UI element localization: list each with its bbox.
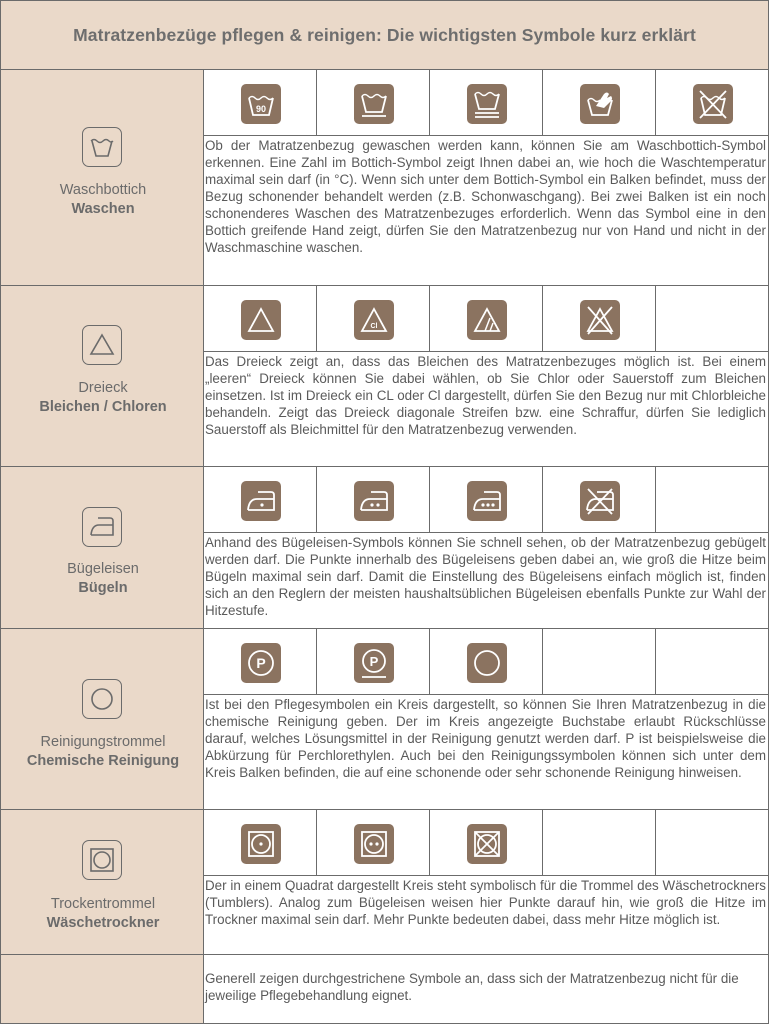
footer-label-cell bbox=[0, 955, 204, 1024]
iron-2-dots-icon bbox=[354, 481, 394, 521]
symbol-cell bbox=[204, 286, 317, 352]
section-verb: Bügeln bbox=[78, 580, 128, 596]
no-tumble-icon bbox=[467, 824, 507, 864]
wash-90-icon bbox=[241, 84, 281, 124]
section-name: Waschbottich bbox=[59, 182, 147, 198]
wash-very-gentle-icon bbox=[467, 84, 507, 124]
symbol-cell-empty bbox=[656, 467, 768, 533]
section-content bbox=[204, 810, 769, 955]
tumble-2-dots-icon bbox=[354, 824, 394, 864]
section-verb: Wäschetrockner bbox=[46, 915, 160, 931]
symbol-cell-empty bbox=[543, 629, 656, 695]
section-name: Trockentrommel bbox=[50, 896, 156, 912]
section-content bbox=[204, 629, 769, 810]
hand-wash-icon bbox=[580, 84, 620, 124]
symbol-cell bbox=[543, 286, 656, 352]
symbol-cell-empty bbox=[656, 286, 768, 352]
triangle-icon bbox=[82, 325, 122, 365]
section-name: Reinigungstrommel bbox=[40, 734, 166, 750]
footer-text: Generell zeigen durchgestrichene Symbole an, dass sich der Matratzenbezug nicht für die jeweilige Pflegebehandlung eignet. bbox=[205, 971, 739, 1003]
section-waeschetrockner bbox=[0, 810, 769, 955]
section-verb: Bleichen / Chloren bbox=[39, 399, 167, 415]
symbol-cell-empty bbox=[656, 810, 768, 876]
section-label-cell bbox=[0, 629, 204, 810]
table-header bbox=[0, 0, 769, 70]
symbol-cell bbox=[656, 70, 768, 136]
chlorine-label: Cl bbox=[370, 323, 378, 330]
bleach-chlorine-icon bbox=[354, 300, 394, 340]
section-buegeln bbox=[0, 467, 769, 629]
dryclean-p-gentle-icon bbox=[354, 643, 394, 683]
symbol-cell bbox=[430, 467, 543, 533]
section-description: Ob der Matratzenbezug gewaschen werden kann, können Sie am Waschbottich-Symbol erkennen. Eine Zahl im Bottich-Symbol zeigt Ihnen dabei an, wie hoch die Waschtemperatur maximal sein darf (in °C). Wenn sich unter dem Bottich-Symbol ein Balken befindet, muss der Bezug schonender behandelt werden (z.B. Schonwaschgang). Bei zwei Balken ist ein noch schonenderes Waschen des Matratzenbezuges erforderlich. Wenn das Symbol eine in den Bottich greifende Hand zeigt, dürfen Sie den Matratzenbezug nur von Hand und nicht in der Waschmaschine waschen. bbox=[205, 138, 766, 255]
section-description: Anhand des Bügeleisen-Symbols können Sie schnell sehen, ob der Matratzenbezug gebügelt werden darf. Die Punkte innerhalb des Bügeleisens geben dabei an, wie groß die Hitze beim Bügeln maximal sein darf. Damit die Einstellung des Bügeleisens einfach möglich ist, finden sich an den Reglern der meisten haushaltsüblichen Bügeleisen ebenfalls Punkte zur Wahl der Hitzestufe. bbox=[205, 535, 766, 618]
section-label-cell bbox=[0, 70, 204, 286]
symbol-cell bbox=[204, 810, 317, 876]
iron-1-dot-icon bbox=[241, 481, 281, 521]
dryer-icon bbox=[82, 840, 122, 880]
no-iron-icon bbox=[580, 481, 620, 521]
wash-gentle-icon bbox=[354, 84, 394, 124]
symbol-cell bbox=[430, 286, 543, 352]
symbol-cell bbox=[543, 467, 656, 533]
section-waschen bbox=[0, 70, 769, 286]
section-name: Bügeleisen bbox=[67, 561, 139, 577]
section-content bbox=[204, 467, 769, 629]
symbol-cell bbox=[317, 629, 430, 695]
symbol-cell bbox=[317, 286, 430, 352]
section-description: Das Dreieck zeigt an, dass das Bleichen des Matratzenbezuges möglich ist. Bei einem „leeren“ Dreieck können Sie dabei wählen, ob Sie Chlor oder Sauerstoff zum Bleichen einsetzen. Ist im Dreieck ein CL oder Cl dargestellt, dürfen Sie den Bezug nur mit Chlorbleiche behandeln. Zeigt das Dreieck diagonale Streifen bzw. eine Schraffur, dürfen Sie lediglich Sauerstoff als Bleichmittel für den Matratzenbezug verwenden. bbox=[205, 354, 766, 437]
section-description: Ist bei den Pflegesymbolen ein Kreis dargestellt, so können Sie Ihren Matratzenbezug in die chemische Reinigung geben. Der im Kreis angezeigte Buchstabe erlaubt Rückschlüsse darauf, welches Lösungsmittel in der Reinigung genutzt werden darf. P ist beispielsweise die Abkürzung für Perchlorethylen. Auch bei den Reinigungssymbolen können sich unter dem Kreis Balken befinden, die auf eine schonende oder sehr schonende Reinigung hinweisen. bbox=[205, 697, 766, 780]
section-content bbox=[204, 70, 769, 286]
solvent-label: P bbox=[256, 655, 266, 671]
circle-icon bbox=[82, 679, 122, 719]
washtub-icon bbox=[82, 127, 122, 167]
dryclean-p-icon bbox=[241, 643, 281, 683]
bleach-any-icon bbox=[241, 300, 281, 340]
no-wash-icon bbox=[693, 84, 733, 124]
symbol-cell-empty bbox=[543, 810, 656, 876]
symbol-cell bbox=[317, 810, 430, 876]
section-label-cell bbox=[0, 810, 204, 955]
symbol-cell bbox=[204, 629, 317, 695]
iron-3-dots-icon bbox=[467, 481, 507, 521]
symbol-cell bbox=[430, 629, 543, 695]
section-description: Der in einem Quadrat dargestellt Kreis steht symbolisch für die Trommel des Wäschetrockners (Tumblers). Analog zum Bügeleisen weisen hier Punkte darauf hin, wie groß die Hitze im Trockner maximal sein darf. Mehr Punkte bedeuten dabei, dass mehr Hitze möglich ist. bbox=[205, 878, 766, 927]
symbol-cell bbox=[430, 70, 543, 136]
section-label-cell bbox=[0, 467, 204, 629]
section-verb: Chemische Reinigung bbox=[26, 753, 180, 769]
footer-content bbox=[204, 955, 769, 1024]
solvent-label: P bbox=[369, 654, 379, 669]
bleach-oxygen-icon bbox=[467, 300, 507, 340]
no-bleach-icon bbox=[580, 300, 620, 340]
dryclean-any-icon bbox=[467, 643, 507, 683]
symbol-cell bbox=[317, 467, 430, 533]
symbol-cell bbox=[204, 467, 317, 533]
section-content bbox=[204, 286, 769, 467]
page-title: Matratzenbezüge pflegen & reinigen: Die wichtigsten Symbole kurz erklärt bbox=[73, 24, 696, 45]
section-footer bbox=[0, 955, 769, 1024]
wash-temp-label: 90 bbox=[255, 104, 267, 114]
section-verb: Waschen bbox=[71, 201, 135, 217]
symbol-cell bbox=[204, 70, 317, 136]
tumble-1-dot-icon bbox=[241, 824, 281, 864]
symbol-cell bbox=[317, 70, 430, 136]
section-label-cell bbox=[0, 286, 204, 467]
section-bleichen bbox=[0, 286, 769, 467]
section-name: Dreieck bbox=[78, 380, 128, 396]
symbol-cell-empty bbox=[656, 629, 768, 695]
section-chemische-reinigung bbox=[0, 629, 769, 810]
symbol-cell bbox=[543, 70, 656, 136]
symbol-cell bbox=[430, 810, 543, 876]
iron-icon bbox=[82, 507, 122, 547]
